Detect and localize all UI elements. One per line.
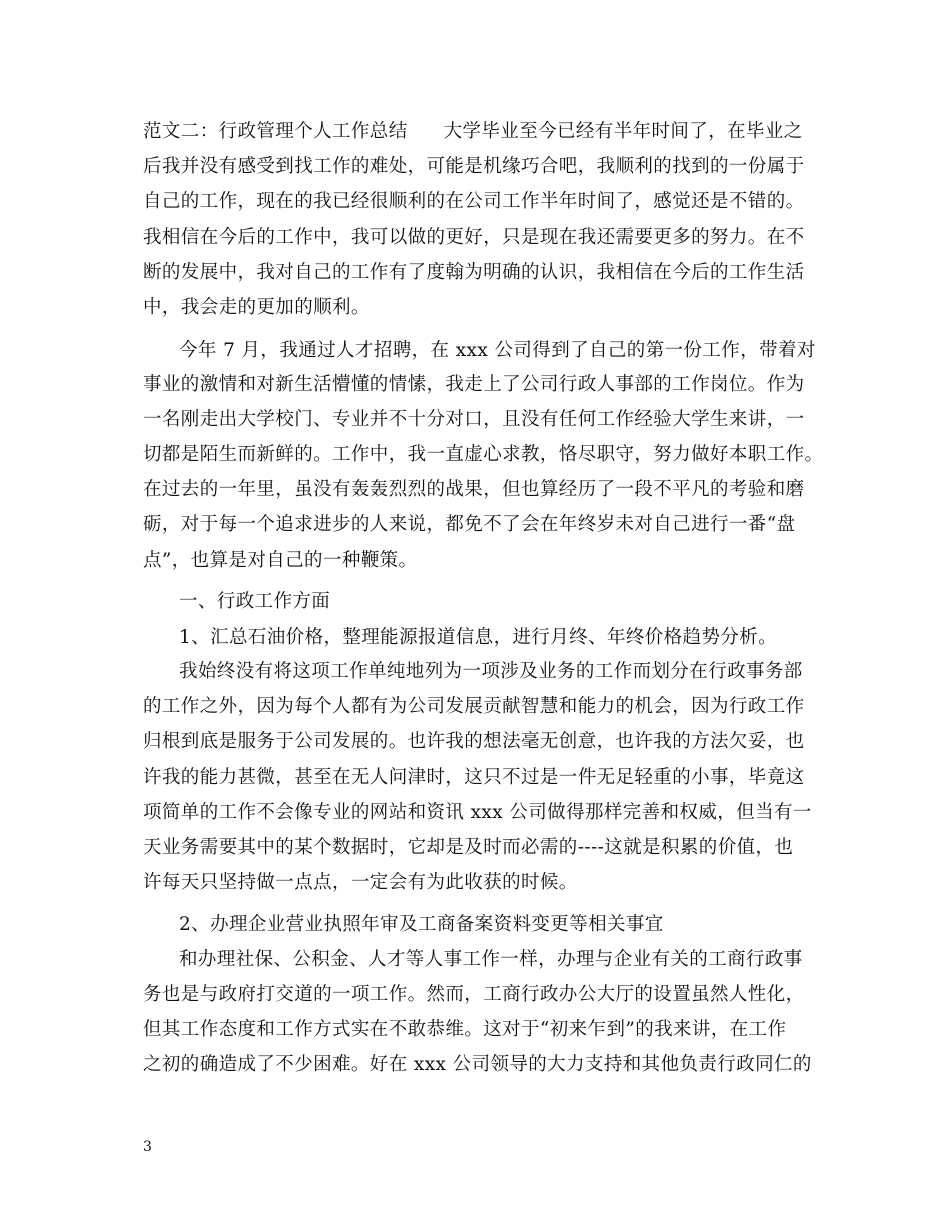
text-line: 砺，对于每一个追求进步的人来说，都免不了会在年终岁未对自己进行一番“盘 [143,514,796,535]
text-line: 务也是与政府打交道的一项工作。然而，工商行政办公大厅的设置虽然人性化， [143,984,805,1005]
subsection-heading: 1、汇总石油价格，整理能源报道信息，进行月终、年终价格趋势分析。 [179,627,778,648]
subsection-heading: 2、办理企业营业执照年审及工商备案资料变更等相关事宜 [179,914,664,935]
text-line: 断的发展中，我对自己的工作有了度翰为明确的认识，我相信在今后的工作生活 [143,262,805,283]
page-number: 3 [143,1139,152,1155]
text-line: 我相信在今后的工作中，我可以做的更好，只是现在我还需要更多的努力。在不 [143,227,805,248]
text-line: 天业务需要其中的某个数据时，它却是及时而必需的----这就是积累的价值，也 [143,837,794,858]
text-line: 许我的能力甚微，甚至在无人问津时，这只不过是一件无足轻重的小事，毕竟这 [143,767,805,788]
line-text: 大学毕业至今已经有半年时间了，在毕业之 [443,121,803,142]
text-line: 一名刚走出大学校门、专业并不十分对口，且没有任何工作经验大学生来讲，一 [143,409,805,430]
text-line: 后我并没有感受到找工作的难处，可能是机缘巧合吧，我顺利的找到的一份属于 [143,156,805,177]
text-line: 的工作之外，因为每个人都有为公司发展贡献智慧和能力的机会，因为行政工作 [143,696,805,717]
text-line: 自己的工作，现在的我已经很顺利的在公司工作半年时间了，感觉还是不错的。 [143,191,805,212]
text-line [143,120,803,144]
text-line: 中，我会走的更加的顺利。 [143,297,370,318]
text-line: 切都是陌生而新鲜的。工作中，我一直虚心求教，恪尽职守，努力做好本职工作。 [143,444,824,465]
text-line: 和办理社保、公积金、人才等人事工作一样，办理与企业有关的工商行政事 [179,949,803,970]
text-line: 我始终没有将这项工作单纯地列为一项涉及业务的工作而划分在行政事务部 [179,661,803,682]
text-line: 但其工作态度和工作方式实在不敢恭维。这对于“初来乍到”的我来讲，在工作 [143,1019,787,1040]
text-line: 事业的激情和对新生活懵懂的情愫，我走上了公司行政人事部的工作岗位。作为 [143,374,805,395]
text-line: 归根到底是服务于公司发展的。也许我的想法毫无创意，也许我的方法欠妥，也 [143,731,805,752]
text-line: 项简单的工作不会像专业的网站和资讯 xxx 公司做得那样完善和权威，但当有一 [143,802,812,823]
text-line: 在过去的一年里，虽没有轰轰烈烈的战果，但也算经历了一段不平凡的考验和磨 [143,479,805,500]
text-line: 许每天只坚持做一点点，一定会有为此收获的时候。 [143,872,578,893]
text-line: 点”，也算是对自己的一种鞭策。 [143,550,418,571]
section-title: 范文二：行政管理个人工作总结 [143,121,408,142]
section-heading: 一、行政工作方面 [179,591,331,612]
text-line: 今年 7 月，我通过人才招聘，在 xxx 公司得到了自己的第一份工作，带着对 [179,340,816,361]
text-line: 之初的确造成了不少困难。好在 xxx 公司领导的大力支持和其他负责行政同仁的 [143,1054,812,1075]
